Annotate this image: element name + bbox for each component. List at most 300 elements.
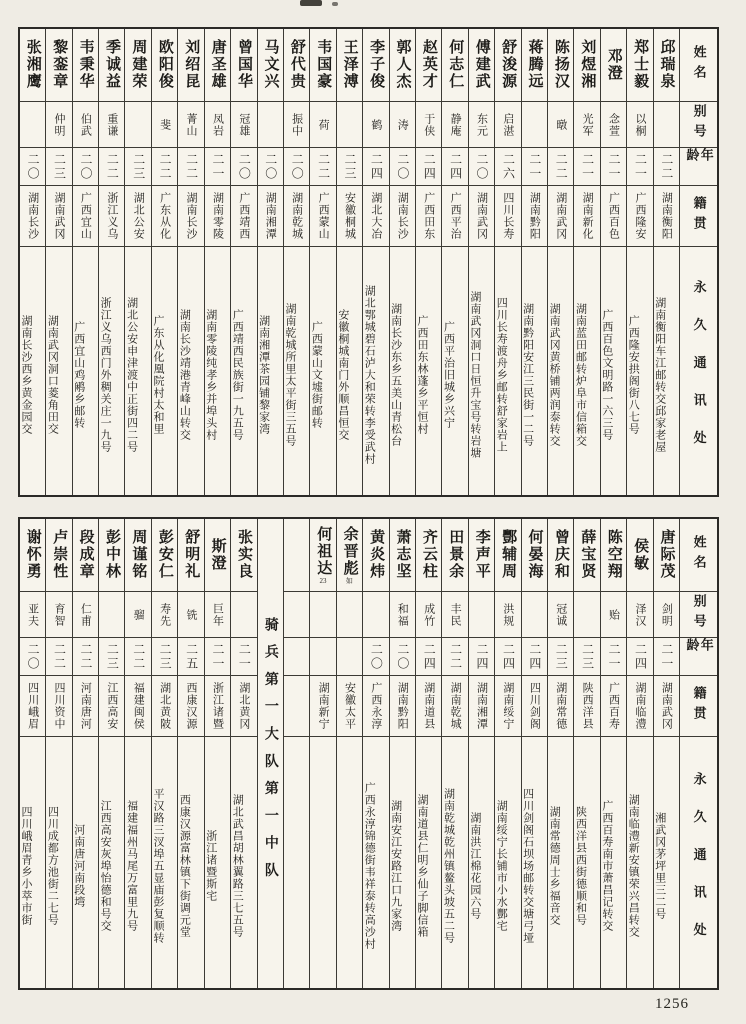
native-place-cell bbox=[522, 676, 547, 737]
person-native-place: 广西靖西 bbox=[237, 192, 250, 240]
person-address: 四川成都方池街二七号 bbox=[46, 806, 59, 926]
native-place-cell bbox=[442, 676, 467, 737]
address-cell bbox=[442, 737, 467, 988]
person-name: 周建荣 bbox=[130, 39, 147, 90]
person-alias: 伯武 bbox=[79, 112, 92, 137]
native-place-cell bbox=[416, 676, 441, 737]
person-native-place: 浙江诸暨 bbox=[211, 682, 224, 730]
native-place-cell bbox=[231, 676, 256, 737]
person-column bbox=[72, 519, 98, 988]
native-place-cell bbox=[205, 676, 230, 737]
person-age: 二四 bbox=[501, 642, 516, 671]
name-cell bbox=[178, 519, 203, 592]
age-cell bbox=[20, 148, 45, 186]
name-cell bbox=[46, 29, 71, 102]
person-column bbox=[468, 519, 494, 988]
header-alias-label: 别号 bbox=[691, 594, 707, 635]
alias-cell bbox=[601, 592, 626, 638]
age-cell bbox=[495, 148, 520, 186]
header-name-label: 姓名 bbox=[691, 534, 707, 576]
person-column bbox=[573, 519, 599, 988]
age-cell bbox=[416, 148, 441, 186]
address-cell bbox=[654, 737, 679, 988]
alias-cell bbox=[574, 102, 599, 148]
address-cell bbox=[178, 247, 203, 495]
name-cell bbox=[363, 519, 388, 592]
person-alias: 启湛 bbox=[501, 112, 514, 137]
address-cell bbox=[627, 737, 652, 988]
native-place-cell bbox=[654, 676, 679, 737]
person-column bbox=[309, 519, 335, 988]
person-address: 湖南黔阳安江三民街一二号 bbox=[521, 302, 534, 447]
name-cell bbox=[178, 29, 203, 102]
age-cell bbox=[390, 638, 415, 676]
age-cell bbox=[442, 638, 467, 676]
header-age-cell bbox=[680, 638, 717, 676]
person-name: 刘绍昆 bbox=[183, 39, 200, 90]
native-place-cell bbox=[310, 186, 335, 247]
person-address: 湖南临澧新安镇荣兴昌转交 bbox=[627, 794, 640, 938]
person-age: 二二 bbox=[131, 642, 146, 671]
person-column bbox=[521, 519, 547, 988]
age-cell bbox=[231, 148, 256, 186]
person-native-place: 广西隆安 bbox=[633, 192, 646, 240]
name-cell bbox=[548, 519, 573, 592]
age-cell bbox=[548, 638, 573, 676]
name-cell bbox=[627, 519, 652, 592]
address-cell bbox=[548, 737, 573, 988]
empty-native-place-cell bbox=[284, 676, 309, 737]
person-age: 二二 bbox=[184, 152, 199, 181]
name-cell bbox=[152, 519, 177, 592]
native-place-cell bbox=[522, 186, 547, 247]
person-name: 段成章 bbox=[77, 529, 94, 580]
person-address: 河南唐河南段塆 bbox=[72, 824, 85, 908]
age-cell bbox=[231, 638, 256, 676]
person-native-place: 湖北黄陂 bbox=[158, 682, 171, 730]
person-address: 四川峨眉青乡小萃市街 bbox=[19, 806, 32, 926]
person-address: 广西百色文明路一六三号 bbox=[600, 308, 613, 441]
person-name: 何晏海 bbox=[526, 529, 543, 580]
native-place-cell bbox=[601, 676, 626, 737]
alias-cell bbox=[205, 102, 230, 148]
alias-cell bbox=[125, 102, 150, 148]
person-native-place: 西康汉源 bbox=[185, 682, 198, 730]
person-column bbox=[441, 519, 467, 988]
person-name: 何祖达 bbox=[315, 525, 332, 577]
name-cell bbox=[310, 29, 335, 102]
name-cell bbox=[20, 519, 45, 592]
person-address: 福建福州马尾万富里九号 bbox=[125, 800, 138, 932]
person-name: 酆辅周 bbox=[500, 529, 517, 580]
age-cell bbox=[46, 148, 71, 186]
person-native-place: 湖南武冈 bbox=[660, 682, 673, 730]
person-address: 安徽桐城南门外顺昌恒交 bbox=[336, 308, 349, 441]
person-alias: 亚夫 bbox=[26, 602, 39, 627]
address-cell bbox=[363, 247, 388, 495]
age-cell bbox=[310, 148, 335, 186]
age-cell bbox=[337, 638, 362, 676]
person-name: 萧志坚 bbox=[394, 529, 411, 580]
unit-label: 骑兵第一大队第一中队 bbox=[262, 617, 278, 890]
person-column bbox=[415, 29, 441, 495]
person-address: 湖南蓝田邮转炉阜市信箱交 bbox=[574, 302, 587, 447]
person-native-place: 四川资中 bbox=[53, 682, 65, 730]
person-address: 广西百寿南市萧昌记转交 bbox=[600, 800, 613, 932]
person-native-place: 湖北大冶 bbox=[369, 192, 382, 240]
person-name: 李声平 bbox=[473, 529, 490, 580]
alias-cell bbox=[469, 592, 494, 638]
native-place-cell bbox=[125, 676, 150, 737]
alias-cell bbox=[73, 102, 98, 148]
name-cell bbox=[390, 519, 415, 592]
native-place-cell bbox=[469, 676, 494, 737]
name-note: 23 bbox=[319, 576, 327, 585]
person-name: 齐云柱 bbox=[420, 529, 437, 580]
header-name-cell bbox=[680, 29, 717, 102]
person-age: 二四 bbox=[369, 152, 384, 181]
age-cell bbox=[99, 148, 124, 186]
person-native-place: 湖南武冈 bbox=[554, 192, 567, 240]
person-alias: 于侠 bbox=[422, 112, 435, 137]
person-address: 湖南乾城所里太平街三五号 bbox=[284, 302, 296, 447]
person-name: 薛宝贤 bbox=[579, 529, 596, 580]
person-name: 邱瑞泉 bbox=[658, 39, 675, 90]
age-cell bbox=[284, 148, 309, 186]
person-address: 四川剑阁石坝场邮转交塘弓垭 bbox=[521, 788, 534, 944]
alias-cell bbox=[363, 102, 388, 148]
person-address: 陕西洋县西街德顺和号 bbox=[574, 806, 587, 926]
person-name: 舒浚源 bbox=[500, 39, 517, 90]
header-address-cell bbox=[680, 247, 717, 495]
native-place-cell bbox=[20, 186, 45, 247]
person-column bbox=[177, 29, 203, 495]
person-alias: 振中 bbox=[290, 112, 303, 137]
person-address: 广西隆安拱阁街八七号 bbox=[627, 314, 640, 435]
person-column bbox=[45, 519, 71, 988]
address-cell bbox=[601, 247, 626, 495]
person-alias: 骝 bbox=[132, 608, 145, 621]
age-cell bbox=[522, 148, 547, 186]
person-name: 曾国华 bbox=[236, 39, 253, 90]
age-cell bbox=[363, 148, 388, 186]
person-name: 李子俊 bbox=[368, 39, 385, 90]
name-cell bbox=[574, 29, 599, 102]
alias-cell bbox=[178, 592, 203, 638]
name-cell bbox=[548, 29, 573, 102]
native-place-cell bbox=[178, 186, 203, 247]
person-name: 黎銮章 bbox=[51, 39, 68, 90]
alias-cell bbox=[46, 592, 71, 638]
person-age: 二〇 bbox=[78, 152, 93, 181]
native-place-cell bbox=[574, 676, 599, 737]
name-cell bbox=[442, 519, 467, 592]
address-cell bbox=[284, 247, 309, 495]
address-cell bbox=[125, 737, 150, 988]
address-cell bbox=[442, 247, 467, 495]
person-alias: 涛 bbox=[396, 118, 409, 131]
person-column bbox=[653, 519, 679, 988]
alias-cell bbox=[522, 592, 547, 638]
person-alias: 重谦 bbox=[105, 112, 118, 137]
alias-cell bbox=[152, 102, 177, 148]
person-alias: 成竹 bbox=[422, 602, 435, 627]
native-place-cell bbox=[178, 676, 203, 737]
person-native-place: 广东从化 bbox=[158, 192, 171, 240]
person-column bbox=[336, 29, 362, 495]
native-place-cell bbox=[548, 186, 573, 247]
person-native-place: 广西平治 bbox=[449, 192, 462, 240]
address-cell bbox=[99, 737, 124, 988]
person-column bbox=[204, 519, 230, 988]
person-name: 陈扬汉 bbox=[552, 39, 569, 90]
person-name: 蒋腾远 bbox=[526, 39, 543, 90]
native-place-cell bbox=[390, 676, 415, 737]
name-cell bbox=[654, 29, 679, 102]
person-address: 广东从化凰院村太和里 bbox=[151, 314, 164, 435]
person-alias: 以桐 bbox=[633, 112, 646, 137]
alias-cell bbox=[284, 102, 309, 148]
person-column bbox=[151, 29, 177, 495]
person-address: 平汉路三汊埠五显庙彭复顺转 bbox=[151, 788, 164, 944]
alias-cell bbox=[442, 102, 467, 148]
person-name: 曾庆和 bbox=[552, 529, 569, 580]
header-native-place-cell bbox=[680, 676, 717, 737]
person-native-place: 四川峨眉 bbox=[26, 682, 39, 730]
person-column bbox=[204, 29, 230, 495]
alias-cell bbox=[152, 592, 177, 638]
alias-cell bbox=[231, 102, 256, 148]
person-name: 周谨铭 bbox=[130, 529, 147, 580]
name-cell bbox=[205, 519, 230, 592]
age-cell bbox=[363, 638, 388, 676]
address-cell bbox=[337, 247, 362, 495]
person-alias: 泽汉 bbox=[633, 602, 646, 627]
person-native-place: 湖南新化 bbox=[581, 192, 594, 240]
person-address: 江西高安灰埠怡德和号交 bbox=[99, 800, 112, 932]
person-address: 西康汉源富林镇下街调元堂 bbox=[178, 794, 191, 938]
person-column bbox=[468, 29, 494, 495]
person-native-place: 四川长寿 bbox=[501, 192, 514, 240]
person-column bbox=[626, 29, 652, 495]
person-address: 湖南长沙西乡黄金园交 bbox=[19, 314, 32, 435]
person-column bbox=[283, 29, 309, 495]
person-column bbox=[547, 29, 573, 495]
person-column bbox=[521, 29, 547, 495]
person-address: 湖南武冈洞口日恒升宝号转岩塘 bbox=[468, 290, 481, 459]
address-cell bbox=[231, 737, 256, 988]
person-name: 邓澄 bbox=[605, 47, 622, 82]
name-cell bbox=[522, 519, 547, 592]
person-column bbox=[45, 29, 71, 495]
person-alias: 仁甫 bbox=[79, 602, 92, 627]
person-age: 二一 bbox=[607, 642, 622, 671]
address-cell bbox=[337, 737, 362, 988]
header-column bbox=[679, 29, 717, 495]
person-address: 广西靖西民族街一九五号 bbox=[231, 308, 244, 441]
person-address: 湖南长沙靖港青峰山转交 bbox=[178, 308, 191, 441]
age-cell bbox=[469, 148, 494, 186]
name-cell bbox=[337, 519, 362, 592]
person-native-place: 湖北黄冈 bbox=[237, 682, 250, 730]
native-place-cell bbox=[469, 186, 494, 247]
alias-cell bbox=[310, 102, 335, 148]
person-name: 张实良 bbox=[236, 529, 253, 580]
person-native-place: 湖南湘潭 bbox=[264, 192, 277, 240]
name-cell bbox=[152, 29, 177, 102]
name-cell bbox=[416, 29, 441, 102]
native-place-cell bbox=[99, 676, 124, 737]
header-address-cell bbox=[680, 737, 717, 988]
person-age: 二四 bbox=[422, 642, 437, 671]
name-cell bbox=[442, 29, 467, 102]
alias-cell bbox=[654, 102, 679, 148]
address-cell bbox=[522, 737, 547, 988]
empty-name-cell bbox=[284, 519, 309, 592]
person-address: 湖南湘潭茶园铺黎家湾 bbox=[257, 314, 270, 435]
header-name-cell bbox=[680, 519, 717, 592]
person-age: 二〇 bbox=[395, 152, 410, 181]
address-cell bbox=[20, 247, 45, 495]
address-cell bbox=[390, 737, 415, 988]
person-address: 湖南武冈洞口菱角田交 bbox=[46, 314, 59, 435]
person-age: 二一 bbox=[210, 642, 225, 671]
native-place-cell bbox=[152, 676, 177, 737]
person-column bbox=[494, 519, 520, 988]
alias-cell bbox=[337, 592, 362, 638]
alias-cell bbox=[258, 102, 283, 148]
name-cell bbox=[73, 29, 98, 102]
alias-cell bbox=[46, 102, 71, 148]
person-native-place: 陕西洋县 bbox=[581, 682, 594, 730]
person-age: 二四 bbox=[633, 642, 648, 671]
age-cell bbox=[654, 148, 679, 186]
header-alias-cell bbox=[680, 102, 717, 148]
person-column bbox=[98, 29, 124, 495]
native-place-cell bbox=[73, 676, 98, 737]
person-name: 季诚益 bbox=[104, 39, 121, 90]
name-cell bbox=[654, 519, 679, 592]
name-cell bbox=[574, 519, 599, 592]
native-place-cell bbox=[627, 186, 652, 247]
roster-table-top bbox=[18, 27, 719, 497]
alias-cell bbox=[99, 102, 124, 148]
person-name: 韦国豪 bbox=[315, 39, 332, 90]
alias-cell bbox=[627, 592, 652, 638]
name-cell bbox=[99, 29, 124, 102]
person-name: 刘煜湘 bbox=[579, 39, 596, 90]
person-age: 二三 bbox=[343, 152, 358, 181]
age-cell bbox=[73, 148, 98, 186]
age-cell bbox=[495, 638, 520, 676]
empty-alias-cell bbox=[284, 592, 309, 638]
address-cell bbox=[258, 247, 283, 495]
age-cell bbox=[442, 148, 467, 186]
person-alias: 东元 bbox=[475, 112, 488, 137]
person-name: 侯敏 bbox=[632, 537, 649, 572]
person-alias: 巨年 bbox=[211, 602, 224, 627]
person-name: 韦秉华 bbox=[77, 39, 94, 90]
address-cell bbox=[548, 247, 573, 495]
person-age: 二六 bbox=[501, 152, 516, 181]
person-age: 二三 bbox=[105, 642, 120, 671]
address-cell bbox=[574, 247, 599, 495]
person-name: 张湘鹰 bbox=[24, 39, 41, 90]
header-native-place-label: 籍贯 bbox=[691, 685, 707, 727]
name-cell bbox=[363, 29, 388, 102]
person-alias: 洪规 bbox=[501, 602, 514, 627]
name-cell bbox=[231, 29, 256, 102]
person-column bbox=[336, 519, 362, 988]
native-place-cell bbox=[363, 676, 388, 737]
person-address: 四川长寿渡舟乡邮转舒家岩上 bbox=[495, 296, 508, 453]
alias-cell bbox=[310, 592, 335, 638]
alias-cell bbox=[601, 102, 626, 148]
alias-cell bbox=[495, 592, 520, 638]
header-alias-label: 别号 bbox=[691, 104, 707, 145]
age-cell bbox=[125, 638, 150, 676]
person-age: 二一 bbox=[210, 152, 225, 181]
person-name: 谢怀勇 bbox=[24, 529, 41, 580]
person-native-place: 湖南新宁 bbox=[317, 682, 330, 730]
person-column bbox=[494, 29, 520, 495]
person-alias: 念萱 bbox=[607, 112, 620, 137]
person-column bbox=[547, 519, 573, 988]
address-cell bbox=[574, 737, 599, 988]
alias-cell bbox=[416, 592, 441, 638]
age-cell bbox=[469, 638, 494, 676]
native-place-cell bbox=[390, 186, 415, 247]
person-name: 陈空翔 bbox=[605, 529, 622, 580]
age-cell bbox=[258, 148, 283, 186]
address-cell bbox=[310, 737, 335, 988]
person-age: 二四 bbox=[422, 152, 437, 181]
native-place-cell bbox=[654, 186, 679, 247]
person-native-place: 湖南武冈 bbox=[475, 192, 488, 240]
person-name: 何志仁 bbox=[447, 39, 464, 90]
alias-cell bbox=[73, 592, 98, 638]
person-native-place: 广西永淳 bbox=[369, 682, 382, 730]
person-name: 斯澄 bbox=[209, 537, 226, 572]
native-place-cell bbox=[337, 186, 362, 247]
name-cell bbox=[125, 519, 150, 592]
native-place-cell bbox=[231, 186, 256, 247]
native-place-cell bbox=[416, 186, 441, 247]
person-alias: 和福 bbox=[396, 602, 409, 627]
age-cell bbox=[152, 148, 177, 186]
header-column bbox=[679, 519, 717, 988]
person-column bbox=[257, 29, 283, 495]
person-native-place: 安徽桐城 bbox=[343, 192, 356, 240]
person-alias: 育智 bbox=[53, 602, 65, 627]
person-column bbox=[415, 519, 441, 988]
address-cell bbox=[125, 247, 150, 495]
name-cell bbox=[99, 519, 124, 592]
person-age: 二一 bbox=[659, 642, 674, 671]
address-cell bbox=[73, 737, 98, 988]
address-cell bbox=[231, 247, 256, 495]
person-native-place: 浙江义乌 bbox=[105, 192, 118, 240]
person-column bbox=[124, 519, 150, 988]
person-age: 二三 bbox=[52, 152, 67, 181]
address-cell bbox=[73, 247, 98, 495]
native-place-cell bbox=[46, 186, 71, 247]
person-address: 湖南零陵纯孝乡并埠头村 bbox=[204, 308, 217, 441]
person-name: 马文兴 bbox=[262, 39, 279, 90]
person-age: 二四 bbox=[475, 642, 490, 671]
person-column bbox=[124, 29, 150, 495]
person-age: 二〇 bbox=[290, 152, 305, 181]
